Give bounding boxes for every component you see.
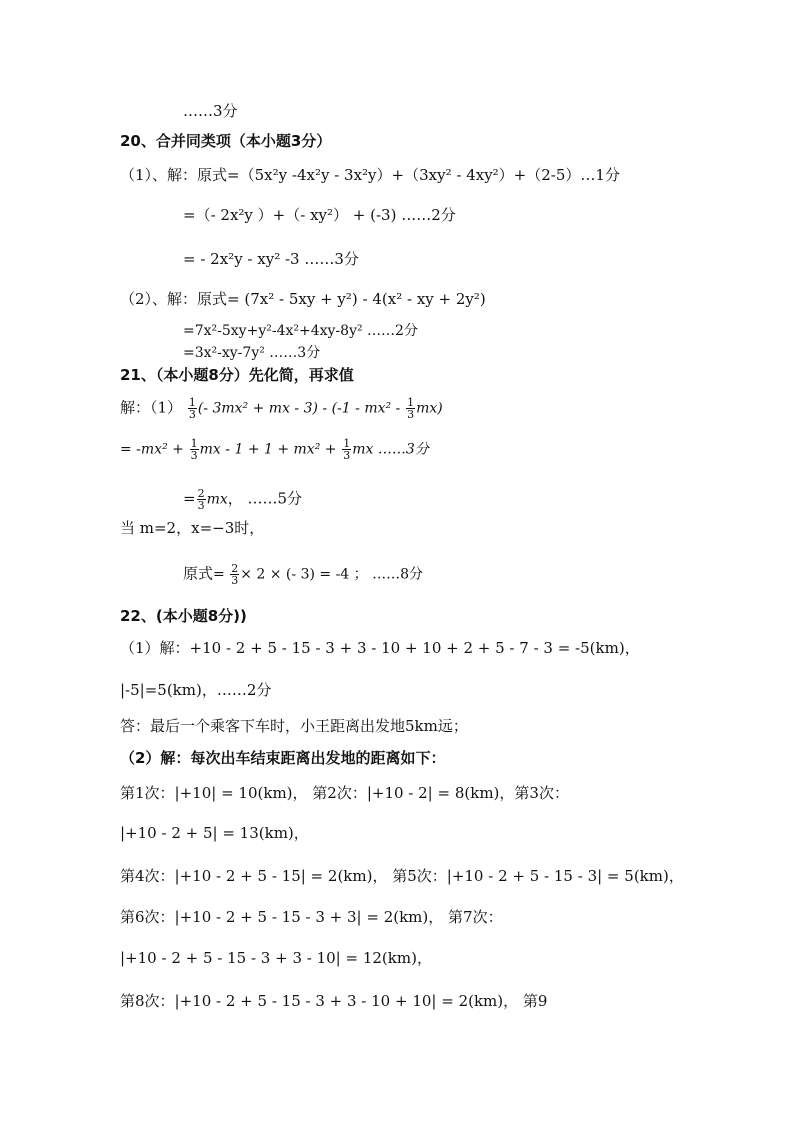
q21-step2-a: = -mx² + [120,441,184,458]
fraction-numerator: 1 [188,396,196,409]
fraction-one-third [188,397,197,420]
fraction-one-third [190,438,199,461]
q21-step1-label: 解：（1） [120,398,183,417]
question-22-heading: 22、(本小题8分)) [120,607,247,625]
fraction-denominator: 3 [343,449,351,462]
q22-trip-line-5: |+10 - 2 + 5 - 15 - 3 + 3 - 10| = 12(km)， [120,949,432,967]
q21-step3 [183,488,302,511]
q20-part1-step1-text: （1）、解：原式=（5x²y -4x²y - 3x²y）+（3xy² - 4xy²）+（2-5）…1分 [120,166,620,184]
q22-trip-line-3: 第4次：|+10 - 2 + 5 - 15| = 2(km)， 第5次：|+10 - 2 + 5 - 15 - 3| = 5(km)， [120,867,684,885]
q21-result-expr: × 2 × (- 3) = -4 ； ……8分 [240,566,424,583]
q21-result-label: 原式 [183,564,214,583]
q22-trip-line-2: |+10 - 2 + 5| = 13(km)， [120,824,309,842]
fraction-two-thirds [230,563,239,586]
question-21-heading: 21、（本小题8分）先化简，再求值 [120,366,354,384]
fraction-denominator: 3 [197,499,205,512]
fraction-numerator: 1 [190,437,198,450]
fraction-one-third [342,438,351,461]
q22-part1-answer: 答：最后一个乘客下车时，小王距离出发地5km远； [120,717,468,735]
q22-trip-line-4: 第6次：|+10 - 2 + 5 - 15 - 3 + 3| = 2(km)， 第7次： [120,908,503,926]
fraction-denominator: 3 [407,408,415,421]
fraction-numerator: 2 [197,487,205,500]
q21-condition: 当 m=2，x=−3时， [120,519,265,537]
q22-part2-heading: （2）解：每次出车结束距离出发地的距离如下： [120,749,446,767]
q21-step2-c: mx ……3分 [352,441,429,458]
q21-step1-expr: (- 3mx² + mx - 3) - (-1 - mx² - [197,400,401,417]
question-20-heading: 20、合并同类项（本小题3分） [120,132,332,150]
q21-step1 [120,397,443,420]
fraction-one-third [406,397,415,420]
q20-part2-step1: （2）、解：原式= (7x² - 5xy + y²) - 4(x² - xy + 2y²) [120,290,486,308]
q21-step3-mx: mx [206,491,228,508]
q21-step2 [120,438,429,461]
fraction-denominator: 3 [190,449,198,462]
q22-part1-abs: |-5|=5(km)，……2分 [120,681,272,699]
q22-part1-calc: （1）解：+10 - 2 + 5 - 15 - 3 + 3 - 10 + 10 + 2 + 5 - 7 - 3 = -5(km)， [120,639,640,657]
fraction-numerator: 1 [343,437,351,450]
q20-part2-step2: =7x²-5xy+y²-4x²+4xy-8y² ……2分 [183,323,418,339]
q21-step3-eq: = [183,489,196,508]
q20-part1-step3: = - 2x²y - xy² -3 ……3分 [183,250,359,268]
q22-trip-line-6: 第8次：|+10 - 2 + 5 - 15 - 3 + 3 - 10 + 10| = 2(km)， 第9 [120,992,548,1010]
q21-step3-score: ， ……5分 [227,489,303,508]
fraction-numerator: 1 [407,396,415,409]
q20-part1-step2: =（- 2x²y ）+（- xy²） + (-3) ……2分 [183,206,456,224]
q20-part1-step1 [120,165,620,185]
q21-result-eq: = [213,566,230,583]
fraction-denominator: 3 [188,408,196,421]
fraction-denominator: 3 [231,574,239,587]
q21-result [183,563,423,586]
q21-step1-expr-end: mx) [416,400,443,417]
q22-trip-line-1: 第1次：|+10| = 10(km)， 第2次：|+10 - 2| = 8(km)，第3次： [120,784,569,802]
q20-part2-step3: =3x²-xy-7y² ……3分 [183,345,321,361]
score-line: ……3分 [183,102,238,120]
q21-step2-b: mx - 1 + 1 + mx² + [199,441,337,458]
fraction-numerator: 2 [231,562,239,575]
fraction-two-thirds [197,488,206,511]
